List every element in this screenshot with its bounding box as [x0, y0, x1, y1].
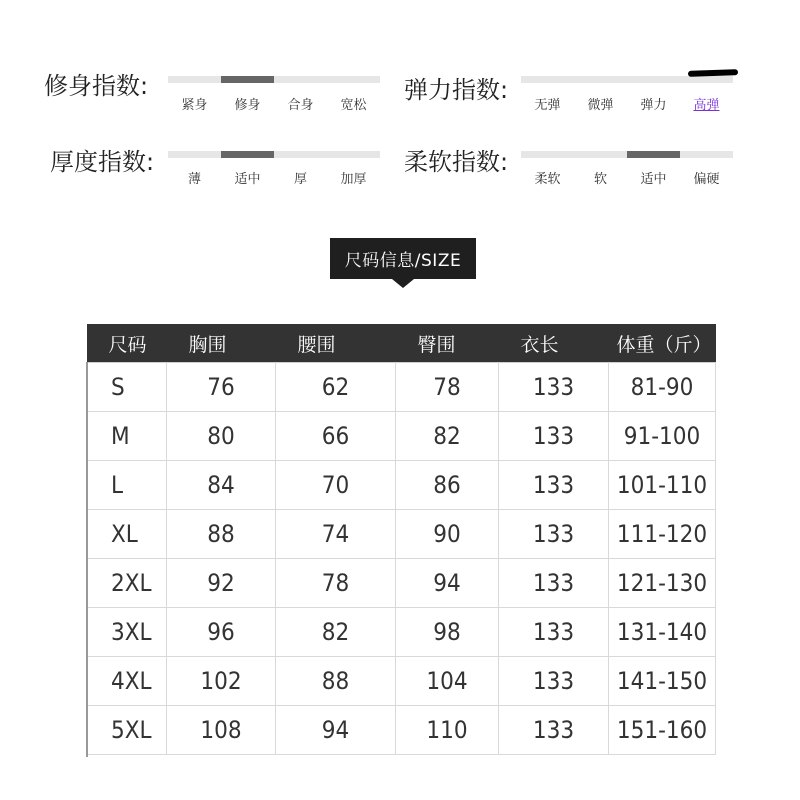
cell-chest: 88: [167, 510, 276, 559]
cell-length: 133: [499, 706, 609, 755]
cell-hip: 98: [396, 608, 499, 657]
fit-selected-segment: [221, 76, 274, 83]
cell-size: XL: [87, 510, 167, 559]
header-length: 衣长: [499, 324, 609, 363]
cell-length: 133: [499, 461, 609, 510]
cell-chest: 84: [167, 461, 276, 510]
table-row: [87, 363, 716, 412]
elasticity-option-slight: 微弹: [587, 98, 614, 113]
cell-waist: 82: [276, 608, 396, 657]
cell-hip: 110: [396, 706, 499, 755]
thickness-option-thin: 薄: [187, 172, 201, 187]
softness-option-stiff: 偏硬: [693, 172, 720, 187]
fit-option-slim: 修身: [234, 98, 261, 113]
elasticity-option-high: 高弹: [693, 98, 720, 113]
cell-weight: 141-150: [609, 657, 716, 706]
cell-waist: 62: [276, 363, 396, 412]
elasticity-index-label: 弹力指数:: [404, 76, 509, 104]
header-weight: 体重（斤）: [609, 324, 716, 363]
cell-chest: 80: [167, 412, 276, 461]
cell-chest: 76: [167, 363, 276, 412]
size-table: [86, 324, 716, 755]
softness-selected-segment: [627, 151, 680, 158]
cell-length: 133: [499, 608, 609, 657]
cell-size: 5XL: [87, 706, 167, 755]
table-row: [87, 608, 716, 657]
cell-weight: 151-160: [609, 706, 716, 755]
cell-size: 2XL: [87, 559, 167, 608]
softness-scale-bar: [521, 151, 733, 158]
cell-waist: 70: [276, 461, 396, 510]
cell-weight: 101-110: [609, 461, 716, 510]
thickness-option-thick: 厚: [293, 172, 307, 187]
cell-length: 133: [499, 559, 609, 608]
cell-weight: 81-90: [609, 363, 716, 412]
cell-waist: 66: [276, 412, 396, 461]
cell-length: 133: [499, 363, 609, 412]
cell-waist: 88: [276, 657, 396, 706]
header-hip: 臀围: [396, 324, 499, 363]
cell-size: S: [87, 363, 167, 412]
fit-option-loose: 宽松: [340, 98, 367, 113]
fit-scale-bar: [168, 76, 380, 83]
cell-weight: 131-140: [609, 608, 716, 657]
table-row: [87, 461, 716, 510]
header-size: 尺码: [87, 324, 167, 363]
thickness-option-extra-thick: 加厚: [340, 172, 367, 187]
cell-waist: 78: [276, 559, 396, 608]
cell-size: 4XL: [87, 657, 167, 706]
cell-hip: 86: [396, 461, 499, 510]
size-table-header-row: [87, 324, 716, 363]
size-info-tag: 尺码信息/SIZE: [330, 238, 476, 279]
elasticity-option-elastic: 弹力: [640, 98, 667, 113]
fit-option-tight: 紧身: [181, 98, 208, 113]
cell-hip: 104: [396, 657, 499, 706]
thickness-scale-bar: [168, 151, 380, 158]
table-row: [87, 706, 716, 755]
cell-chest: 102: [167, 657, 276, 706]
cell-size: L: [87, 461, 167, 510]
table-row: [87, 559, 716, 608]
fit-option-regular: 合身: [287, 98, 314, 113]
softness-option-medium: 适中: [640, 172, 667, 187]
cell-length: 133: [499, 510, 609, 559]
softness-option-soft: 柔软: [534, 172, 561, 187]
cell-chest: 108: [167, 706, 276, 755]
cell-size: M: [87, 412, 167, 461]
cell-chest: 92: [167, 559, 276, 608]
thickness-option-medium: 适中: [234, 172, 261, 187]
cell-length: 133: [499, 657, 609, 706]
cell-size: 3XL: [87, 608, 167, 657]
table-left-border: [86, 362, 88, 757]
softness-index-label: 柔软指数:: [404, 148, 509, 176]
fit-index-label: 修身指数:: [44, 72, 149, 100]
table-row: [87, 657, 716, 706]
cell-hip: 90: [396, 510, 499, 559]
cell-weight: 91-100: [609, 412, 716, 461]
cell-waist: 94: [276, 706, 396, 755]
cell-hip: 94: [396, 559, 499, 608]
table-row: [87, 510, 716, 559]
elasticity-option-none: 无弹: [534, 98, 561, 113]
cell-hip: 78: [396, 363, 499, 412]
cell-length: 133: [499, 412, 609, 461]
table-row: [87, 412, 716, 461]
size-tag-pointer-icon: [392, 279, 414, 288]
thickness-index-label: 厚度指数:: [50, 148, 155, 176]
cell-weight: 111-120: [609, 510, 716, 559]
softness-option-softish: 软: [593, 172, 607, 187]
cell-chest: 96: [167, 608, 276, 657]
header-chest: 胸围: [167, 324, 276, 363]
cell-hip: 82: [396, 412, 499, 461]
cell-waist: 74: [276, 510, 396, 559]
elasticity-scale-bar: [521, 76, 733, 83]
header-waist: 腰围: [276, 324, 396, 363]
thickness-selected-segment: [221, 151, 274, 158]
cell-weight: 121-130: [609, 559, 716, 608]
